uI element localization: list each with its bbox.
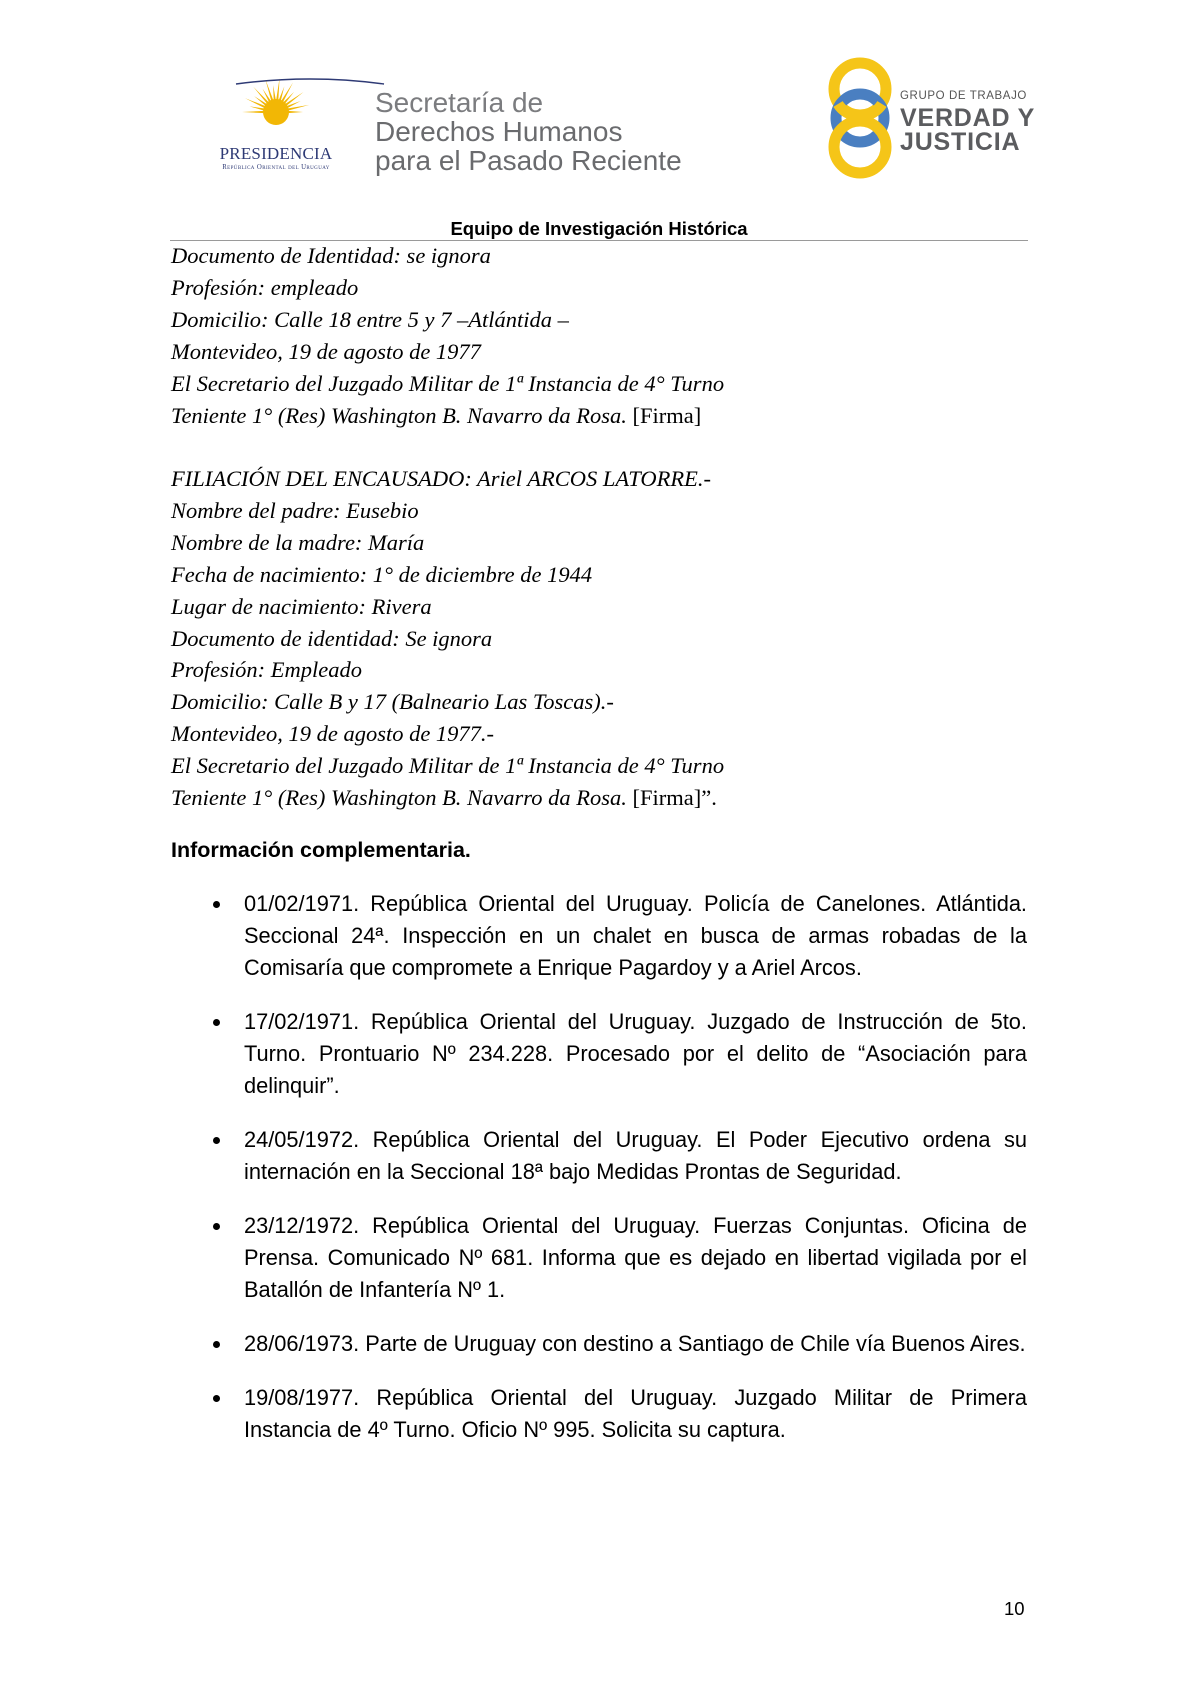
verdad-y-justicia-logo (820, 56, 1050, 180)
grupo-de-trabajo-label: GRUPO DE TRABAJO (900, 90, 1027, 102)
record-block-2 (171, 463, 1031, 814)
record-line: Montevideo, 19 de agosto de 1977.- (171, 721, 495, 747)
record-line: Profesión: Empleado (171, 657, 363, 683)
list-item (171, 1382, 1027, 1446)
record-line: Profesión: empleado (171, 274, 359, 300)
record-line: Fecha de nacimiento: 1° de diciembre de 1944 (171, 561, 593, 587)
record-line: Domicilio: Calle B y 17 (Balneario Las Toscas).- (171, 689, 614, 715)
interlocked-rings-icon (820, 56, 900, 180)
bullet-icon (213, 1223, 220, 1230)
sun-face (263, 99, 289, 125)
list-item-text: 17/02/1971. República Oriental del Uruguay. Juzgado de Instrucción de 5to. Turno. Prontuario Nº 234.228. Procesado por el delito de “Asociación para delinquir”. (244, 1009, 1027, 1098)
record-line: Montevideo, 19 de agosto de 1977 (171, 338, 481, 364)
bullet-icon (213, 1341, 220, 1348)
team-title: Equipo de Investigación Histórica (450, 218, 748, 239)
sun-ray (245, 98, 266, 108)
record-line: Lugar de nacimiento: Rivera (171, 593, 432, 619)
presidencia-logo (196, 76, 356, 176)
signature-line (171, 400, 1031, 432)
list-item-text: 23/12/1972. República Oriental del Uruguay. Fuerzas Conjuntas. Oficina de Prensa. Comunicado Nº 681. Informa que es dejado en libertad vigilada por el Batallón de Infantería Nº 1. (244, 1213, 1027, 1302)
list-item (171, 1124, 1027, 1188)
list-item (171, 888, 1027, 984)
presidencia-name: PRESIDENCIA (219, 144, 333, 163)
presidencia-subtitle: República Oriental del Uruguay (222, 164, 330, 171)
bullet-icon (213, 1395, 220, 1402)
sun-ray (250, 106, 265, 110)
secretaria-line-3: para el Pasado Reciente (375, 145, 682, 176)
record-line: Nombre de la madre: María (171, 529, 425, 555)
list-item (171, 1328, 1027, 1360)
sun-ray (288, 111, 303, 113)
secretaria-title (375, 88, 682, 175)
bullet-icon (213, 901, 220, 908)
record-line: Documento de Identidad: se ignora (171, 243, 491, 268)
list-item (171, 1006, 1027, 1102)
secretaria-line-1: Secretaría de (375, 87, 544, 118)
sun-ray (263, 89, 271, 103)
record-line: Domicilio: Calle 18 entre 5 y 7 –Atlántida – (171, 306, 569, 332)
signature-mark: [Firma] (632, 402, 702, 428)
signature-name: Teniente 1° (Res) Washington B. Navarro da Rosa. (171, 785, 627, 811)
sun-ray (242, 111, 264, 113)
list-item-text: 24/05/1972. República Oriental del Uruguay. El Poder Ejecutivo ordena su internación en la Seccional 18ª bajo Medidas Prontas de Seguridad. (244, 1127, 1027, 1184)
record-line: El Secretario del Juzgado Militar de 1ª Instancia de 4° Turno (171, 753, 725, 779)
verdad-y-label: VERDAD Y (900, 104, 1036, 132)
list-item-text: 28/06/1973. Parte de Uruguay con destino a Santiago de Chile vía Buenos Aires. (244, 1331, 1026, 1356)
sun-ray (273, 85, 276, 100)
justicia-label: JUSTICIA (900, 128, 1021, 156)
list-item-text: 01/02/1971. República Oriental del Uruguay. Policía de Canelones. Atlántida. Seccional 24ª. Inspección en un chalet en busca de armas robadas de la Comisaría que compromete a Enrique Pagardoy y a Ariel Arcos. (244, 891, 1027, 980)
signature-mark: [Firma]”. (632, 785, 717, 811)
record-block-1 (171, 240, 1031, 431)
record-line: Nombre del padre: Eusebio (171, 497, 419, 523)
signature-line (171, 782, 1031, 814)
bullet-icon (213, 1019, 220, 1026)
section-heading: Información complementaria. (171, 838, 471, 862)
record-line: El Secretario del Juzgado Militar de 1ª Instancia de 4° Turno (171, 370, 725, 396)
secretaria-line-2: Derechos Humanos (375, 116, 623, 147)
signature-name: Teniente 1° (Res) Washington B. Navarro da Rosa. (171, 402, 627, 428)
list-item (171, 1210, 1027, 1306)
swoosh-icon (234, 76, 386, 86)
bullet-icon (213, 1137, 220, 1144)
page-number: 10 (1004, 1598, 1025, 1619)
record-line: FILIACIÓN DEL ENCAUSADO: Ariel ARCOS LATORRE.- (171, 466, 711, 491)
record-line: Documento de identidad: Se ignora (171, 625, 493, 651)
complementary-list (171, 888, 1027, 1468)
list-item-text: 19/08/1977. República Oriental del Uruguay. Juzgado Militar de Primera Instancia de 4º Turno. Oficio Nº 995. Solicita su captura. (244, 1385, 1027, 1442)
